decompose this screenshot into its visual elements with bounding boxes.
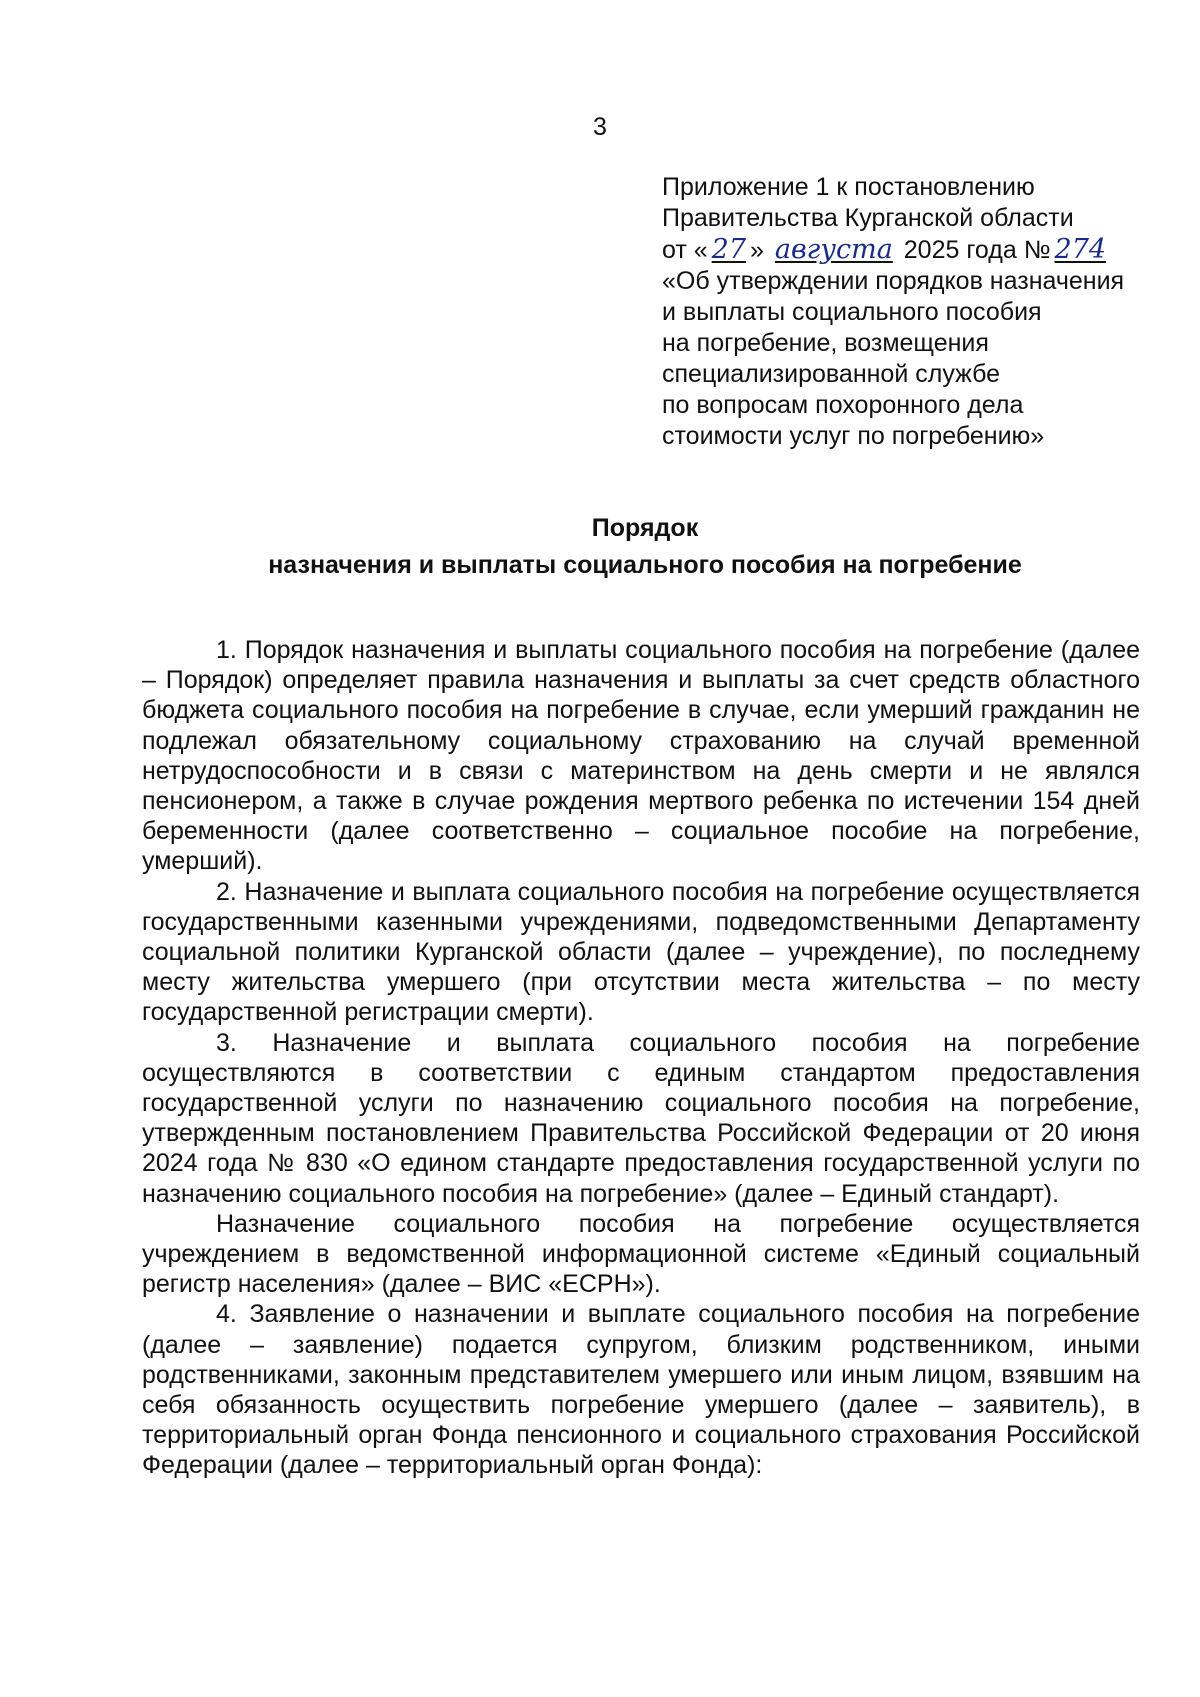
handwritten-day: 27 <box>711 234 747 265</box>
appendix-line: на погребение, возмещения <box>662 329 989 357</box>
appendix-line: Правительства Курганской области <box>662 204 1074 232</box>
document-title: Порядок <box>591 514 699 542</box>
document-subtitle: назначения и выплаты социального пособия на погребение <box>268 551 1022 579</box>
appendix-line: «Об утверждении порядков назначения <box>662 267 1125 295</box>
paragraph: 2. Назначение и выплата социального пособия на погребение осуществляется государственными казенными учреждениями, подведомственными Департаменту социальной политики Курганской области (далее – учреждение), по последнему месту жительства умершего (при отсутствии места жительства – по месту государственной регистрации смерти). <box>142 877 1140 1027</box>
paragraph: Назначение социального пособия на погребение осуществляется учреждением в ведомственной информационной системе «Единый социальный регистр населения» (далее – ВИС «ЕСРН»). <box>142 1209 1140 1299</box>
appendix-line: стоимости услуг по погребению» <box>662 422 1045 450</box>
appendix-line: специализированной службе <box>662 360 1001 388</box>
document-body <box>142 635 1140 1481</box>
paragraph: 1. Порядок назначения и выплаты социального пособия на погребение (далее – Порядок) определяет правила назначения и выплаты за счет средств областного бюджета социального пособия на погребение в случае, если умерший гражданин не подлежал обязательному социальному страхованию на случай временной нетрудоспособности и в связи с материнством на день смерти и не являлся пенсионером, а также в случае рождения мертвого ребенка по истечении 154 дней беременности (далее соответственно – социальное пособие на погребение, умерший). <box>142 636 1140 876</box>
date-year: 2025 года № <box>903 236 1051 264</box>
appendix-line: Приложение 1 к постановлению <box>662 173 1035 201</box>
date-prefix: от « <box>662 236 708 264</box>
appendix-line: и выплаты социального пособия <box>662 298 1042 326</box>
appendix-block <box>662 172 1162 452</box>
handwritten-month: августа <box>774 234 893 265</box>
appendix-line: по вопросам похоронного дела <box>662 391 1024 419</box>
paragraph: 3. Назначение и выплата социального пособия на погребение осуществляются в соответствии с единым стандартом предоставления государственной услуги по назначению социального пособия на погребение, утвержденным постановлением Правительства Российской Федерации от 20 июня 2024 года № 830 «О едином стандарте предоставления государственной услуги по назначению социального пособия на погребение» (далее – Единый стандарт). <box>142 1028 1140 1208</box>
paragraph: 4. Заявление о назначении и выплате социального пособия на погребение (далее – заявление) подается супругом, близким родственником, иными родственниками, законным представителем умершего или иным лицом, взявшим на себя обязанность осуществить погребение умершего (далее – заявитель), в территориальный орган Фонда пенсионного и социального страхования Российской Федерации (далее – территориальный орган Фонда): <box>142 1300 1140 1480</box>
handwritten-number: 274 <box>1054 234 1107 265</box>
page-number: 3 <box>593 113 607 141</box>
date-mid: » <box>750 236 764 264</box>
appendix-date-line <box>662 234 1162 266</box>
